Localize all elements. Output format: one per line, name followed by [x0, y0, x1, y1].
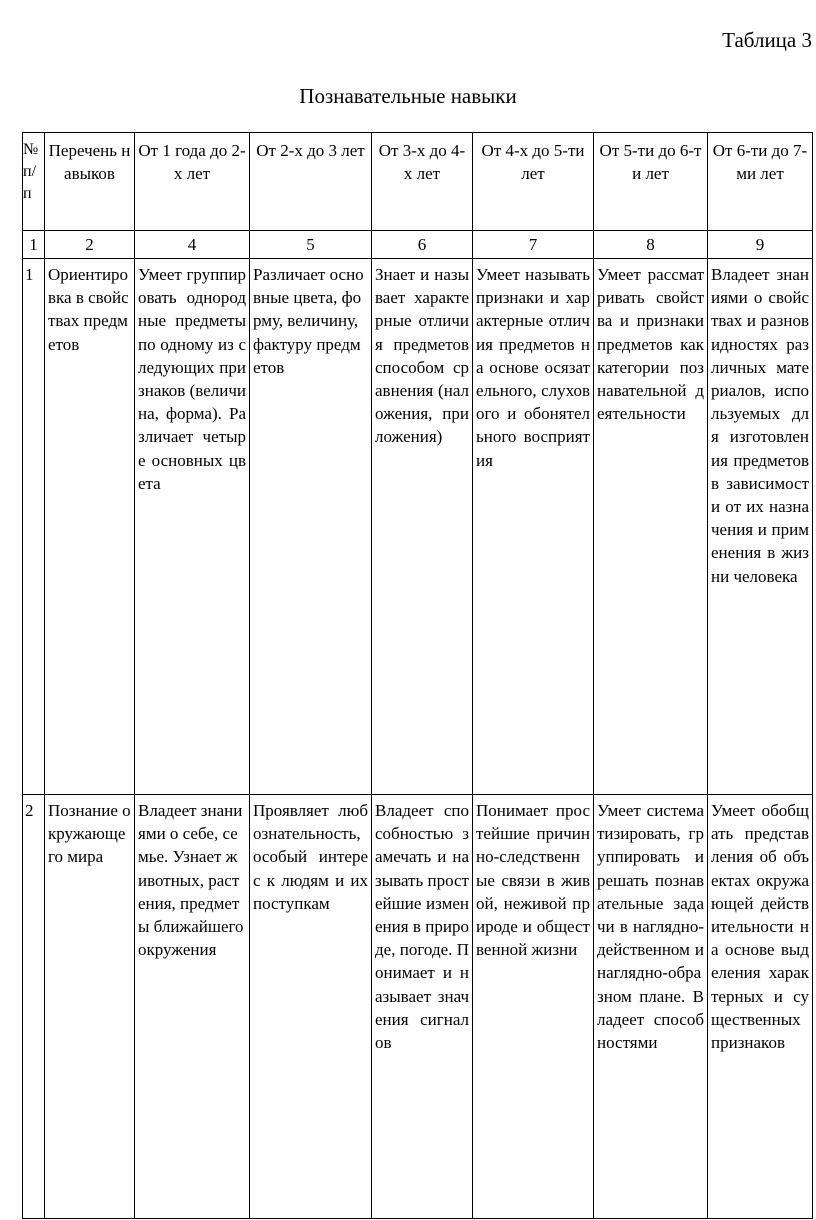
skill-name-cell: Познание окружающего мира: [45, 795, 135, 1219]
page-title: Познавательные навыки: [299, 84, 517, 108]
column-number: 4: [135, 231, 250, 259]
header-cell-age-2-3: От 2-х до 3 лет: [250, 133, 372, 231]
header-cell-age-3-4: От 3-х до 4-х лет: [372, 133, 473, 231]
header-cell-age-4-5: От 4-х до 5-ти лет: [473, 133, 594, 231]
skills-table: [22, 132, 813, 1219]
table-cell: Владеет способностью замечать и называть простейшие изменения в природе, погоде. Понимает и называет значения сигналов: [372, 795, 473, 1219]
header-cell-skills: Перечень навыков: [45, 133, 135, 231]
table-cell: Умеет группировать однородные предметы по одному из следующих признаков (величина, форма). Различает четыре основных цвета: [135, 259, 250, 795]
column-number: 1: [23, 231, 45, 259]
row-number: 2: [23, 795, 45, 1219]
table-cell: Знает и называет характерные отличия предметов способом сравнения (наложения, приложения): [372, 259, 473, 795]
column-number: 5: [250, 231, 372, 259]
table-cell: Умеет обобщать представления об объектах окружающей действительности на основе выделения характерных и существенных признаков: [708, 795, 813, 1219]
column-number: 7: [473, 231, 594, 259]
column-number: 9: [708, 231, 813, 259]
table-row: [23, 259, 813, 795]
header-row: [23, 133, 813, 231]
table-row: [23, 795, 813, 1219]
column-number-row: [23, 231, 813, 259]
column-number: 8: [594, 231, 708, 259]
row-number: 1: [23, 259, 45, 795]
table-cell: Владеет знаниями о себе, семье. Узнает животных, растения, предметы ближайшего окружения: [135, 795, 250, 1219]
header-cell-age-1-2: От 1 года до 2-х лет: [135, 133, 250, 231]
table-cell: Различает основные цвета, форму, величину, фактуру предметов: [250, 259, 372, 795]
table-cell: Умеет систематизировать, группировать и решать познавательные задачи в наглядно-действенном и наглядно-образном плане. Владеет способностями: [594, 795, 708, 1219]
table-cell: Проявляет любознательность,особый интерес к людям и их поступкам: [250, 795, 372, 1219]
column-number: 2: [45, 231, 135, 259]
header-cell-age-6-7: От 6-ти до 7-ми лет: [708, 133, 813, 231]
skill-name-cell: Ориентировка в свойствах предметов: [45, 259, 135, 795]
header-cell-number: № п/п: [23, 133, 45, 231]
header-cell-age-5-6: От 5-ти до 6-ти лет: [594, 133, 708, 231]
table-cell: Владеет знаниями о свойствах и разновидностях различных материалов, используемых для изготовления предметов в зависимости от их назначения и применения в жизни человека: [708, 259, 813, 795]
table-cell: Умеет называть признаки и характерные отличия предметов на основе осязательного, слухового и обонятельного восприятия: [473, 259, 594, 795]
table-cell: Умеет рассматривать свойства и признаки предметов как категории познавательной деятельности: [594, 259, 708, 795]
column-number: 6: [372, 231, 473, 259]
table-cell: Понимает простейшие причинно-следственные связи в живой, неживой природе и общественной жизни: [473, 795, 594, 1219]
table-caption: Таблица 3: [722, 28, 812, 52]
